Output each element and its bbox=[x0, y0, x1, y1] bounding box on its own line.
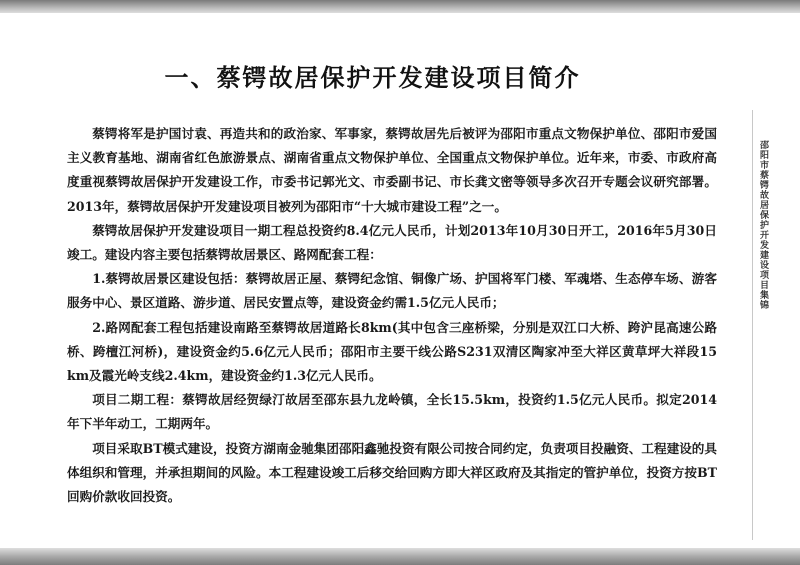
paragraph-phase-two: 项目二期工程：蔡锷故居经贺绿汀故居至邵东县九龙岭镇，全长15.5km，投资约1.5亿元人民币。拟定2014年下半年动工，工期两年。 bbox=[67, 392, 717, 432]
paragraph-phase-one: 蔡锷故居保护开发建设项目一期工程总投资约8.4亿元人民币，计划2013年10月30日开工，2016年5月30日竣工。建设内容主要包括蔡锷故居景区、路网配套工程： bbox=[67, 222, 717, 263]
paragraph-road-network: 2.路网配套工程包括建设南路至蔡锷故居道路长8km(其中包含三座桥梁，分别是双江口大桥、跨沪昆高速公路桥、跨檀江河桥)，建设资金约5.6亿元人民币；邵阳市主要干线公路S231双清区陶家冲至大祥区黄草坪大祥段15 km及霞光岭支线2.4km，建设资金约1.3亿元人民币。 bbox=[67, 319, 717, 384]
paragraph-intro: 蔡锷将军是护国讨袁、再造共和的政治家、军事家，蔡锷故居先后被评为邵阳市重点文物保护单位、邵阳市爱国主义教育基地、湖南省红色旅游景点、湖南省重点文物保护单位、全国重点文物保护单位。近年来，市委、市政府高度重视蔡锷故居保护开发建设工作，市委书记郭光文、市委副书记、市长龚文密等领导多次召开专题会议研究部署。2013年，蔡锷故居保护开发建设项目被列为邵阳市“十大城市建设工程”之一。 bbox=[67, 126, 717, 214]
article-body bbox=[67, 122, 717, 509]
top-decorative-bar bbox=[0, 0, 800, 13]
page-title: 一、蔡锷故居保护开发建设项目简介 bbox=[164, 64, 581, 92]
paragraph-scenic-area: 1.蔡锷故居景区建设包括：蔡锷故居正屋、蔡锷纪念馆、铜像广场、护国将军门楼、军魂塔、生态停车场、游客服务中心、景区道路、游步道、居民安置点等，建设资金约需1.5亿元人民币； bbox=[67, 271, 717, 311]
bottom-decorative-bar bbox=[0, 548, 800, 565]
side-divider bbox=[752, 110, 753, 540]
paragraph-bt-model: 项目采取BT模式建设，投资方湖南金驰集团邵阳鑫驰投资有限公司按合同约定，负责项目投融资、工程建设的具体组织和管理，并承担期间的风险。本工程建设竣工后移交给回购方即大祥区政府及其指定的管护单位，投资方按BT回购价款收回投资。 bbox=[67, 440, 717, 505]
side-book-title: 邵阳市蔡锷故居保护开发建设项目集锦 bbox=[758, 140, 768, 310]
